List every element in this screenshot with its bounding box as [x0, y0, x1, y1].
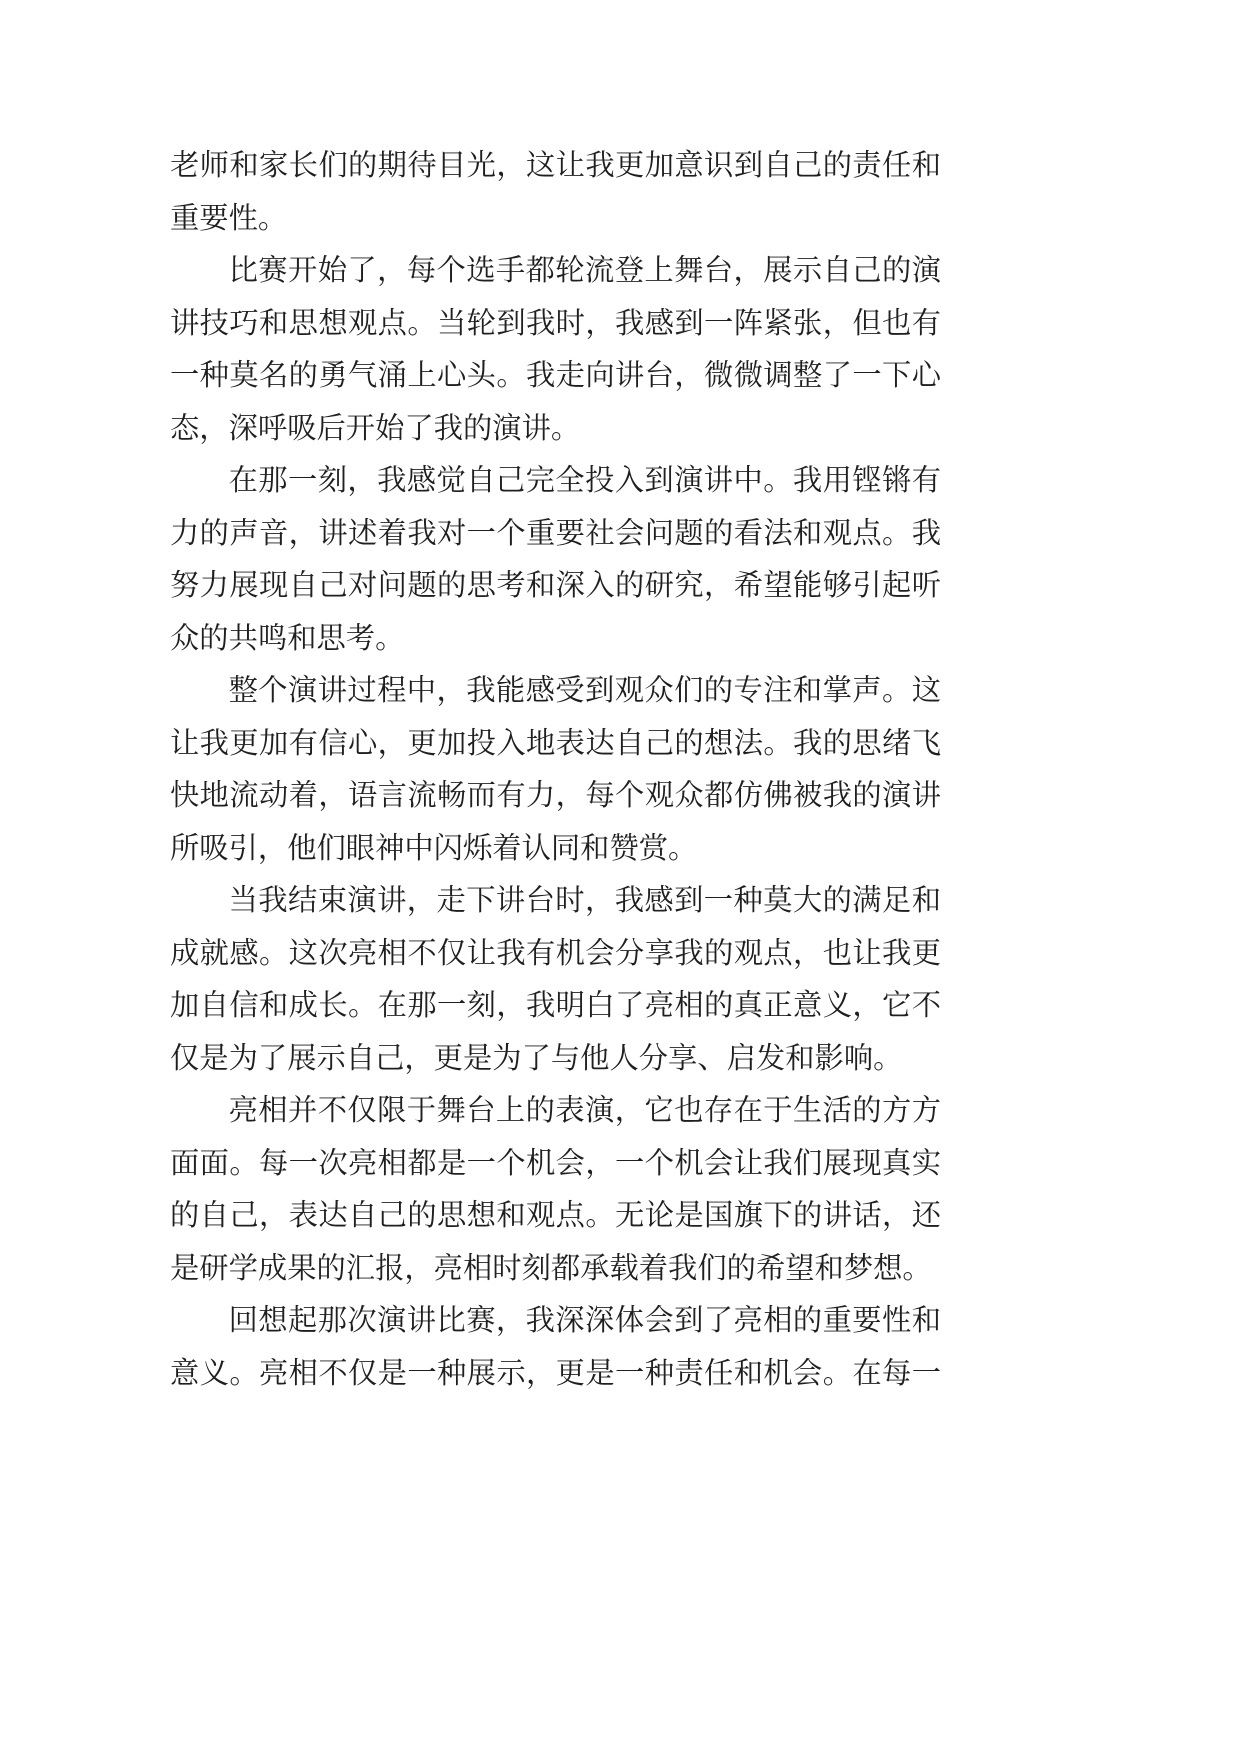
text-line: 众的共鸣和思考。: [170, 620, 405, 655]
paragraph: [170, 664, 941, 874]
text-line: 仅是为了展示自己，更是为了与他人分享、启发和影响。: [170, 1040, 903, 1075]
text-line: 讲技巧和思想观点。当轮到我时，我感到一阵紧张，但也有: [170, 305, 941, 340]
paragraph: [170, 139, 941, 244]
text-line: 在那一刻，我感觉自己完全投入到演讲中。我用铿锵有: [228, 463, 941, 497]
text-line: 所吸引，他们眼神中闪烁着认同和赞赏。: [170, 830, 698, 865]
paragraph: [170, 454, 941, 664]
text-line: 当我结束演讲，走下讲台时，我感到一种莫大的满足和: [228, 883, 941, 917]
text-line: 加自信和成长。在那一刻，我明白了亮相的真正意义，它不: [170, 988, 941, 1022]
text-line: 成就感。这次亮相不仅让我有机会分享我的观点，也让我更: [170, 935, 941, 970]
text-line: 一种莫名的勇气涌上心头。我走向讲台，微微调整了一下心: [170, 358, 941, 392]
text-line: 整个演讲过程中，我能感受到观众们的专注和掌声。这: [228, 673, 941, 707]
text-line: 快地流动着，语言流畅而有力，每个观众都仿佛被我的演讲: [170, 778, 941, 812]
text-line: 让我更加有信心，更加投入地表达自己的想法。我的思绪飞: [170, 725, 941, 760]
text-line: 力的声音，讲述着我对一个重要社会问题的看法和观点。我: [170, 515, 941, 550]
text-line: 的自己，表达自己的思想和观点。无论是国旗下的讲话，还: [170, 1198, 941, 1232]
text-line: 回想起那次演讲比赛，我深深体会到了亮相的重要性和: [228, 1303, 941, 1337]
text-line: 是研学成果的汇报，亮相时刻都承载着我们的希望和梦想。: [170, 1250, 932, 1285]
text-line: 面面。每一次亮相都是一个机会，一个机会让我们展现真实: [170, 1145, 941, 1180]
text-line: 意义。亮相不仅是一种展示，更是一种责任和机会。在每一: [170, 1355, 941, 1390]
text-line: 努力展现自己对问题的思考和深入的研究，希望能够引起听: [170, 568, 941, 602]
text-line: 亮相并不仅限于舞台上的表演，它也存在于生活的方方: [228, 1093, 941, 1127]
paragraph: [170, 244, 941, 454]
text-line: 老师和家长们的期待目光，这让我更加意识到自己的责任和: [170, 148, 941, 182]
body-text: [170, 139, 941, 1399]
text-line: 重要性。: [170, 200, 288, 235]
paragraph: [170, 874, 941, 1084]
paragraph: [170, 1084, 941, 1294]
paragraph: [170, 1294, 941, 1399]
text-line: 态，深呼吸后开始了我的演讲。: [170, 410, 581, 445]
text-line: 比赛开始了，每个选手都轮流登上舞台，展示自己的演: [228, 253, 941, 287]
